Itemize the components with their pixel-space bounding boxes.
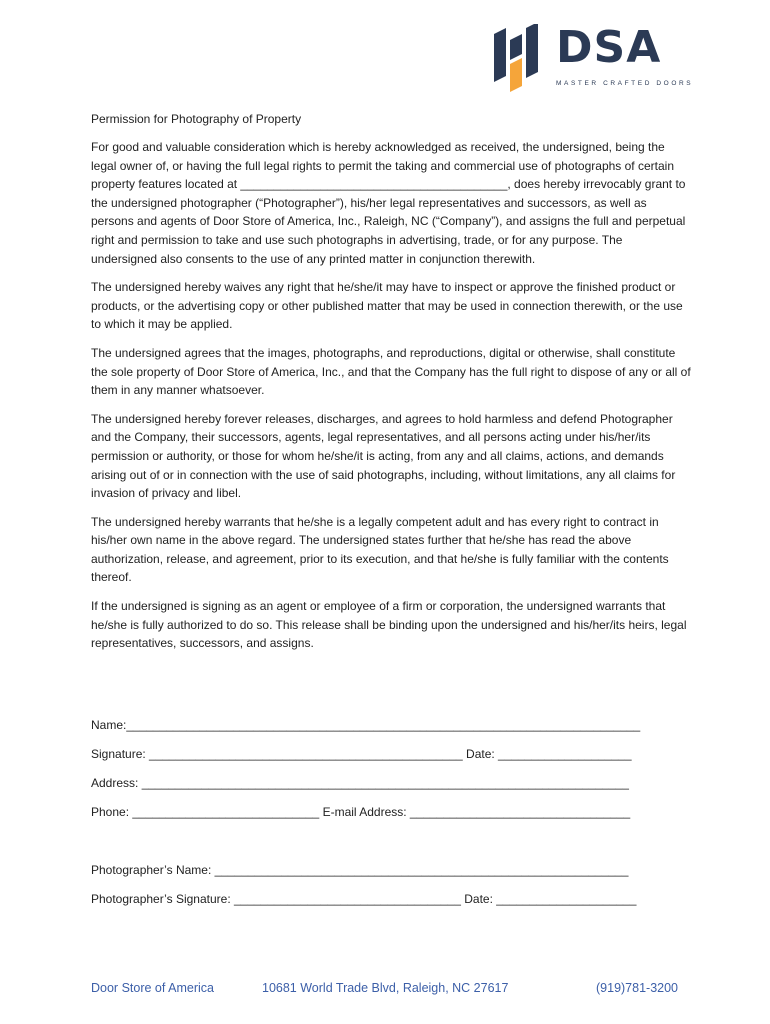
paragraph-warranty: The undersigned hereby warrants that he/she is a legally competent adult and has every right to contract in his/her own name in the above regard. The undersigned states further that he/she has read the above authorization, release, and agreement, prior to its execution, and that he/she is fully familiar with the contents thereof. xyxy=(91,514,669,585)
footer-phone: (919)781-3200 xyxy=(596,981,679,995)
door-mark-icon xyxy=(492,24,552,92)
signature-date-field[interactable]: Signature: _______________________________________________ Date: ____________________ xyxy=(91,747,632,761)
phone-email-field[interactable]: Phone: ____________________________ E-mail Address: _________________________________ xyxy=(91,805,631,819)
photographer-name-field[interactable]: Photographer’s Name: ______________________________________________________________ xyxy=(91,863,629,877)
footer-address: 10681 World Trade Blvd, Raleigh, NC 27617 xyxy=(262,981,509,995)
logo-tagline: MASTER CRAFTED DOORS xyxy=(556,80,694,87)
paragraph-agent: If the undersigned is signing as an agent or employee of a firm or corporation, the undersigned warrants that he/she is fully authorized to do so. This release shall be binding upon the undersigned and his/her/its heirs, legal representatives, successors, and assigns. xyxy=(91,599,687,651)
paragraph-ownership: The undersigned agrees that the images, photographs, and reproductions, digital or otherwise, shall constitute the sole property of Door Store of America, Inc., and that the Company has the full right to dispose of any or all of them in any manner whatsoever. xyxy=(91,345,691,398)
paragraph-release: The undersigned hereby forever releases, discharges, and agrees to hold harmless and defend Photographer and the Company, their successors, agents, legal representatives, and all persons acting under his/her/its permission or authority, or those for whom he/she/it is acting, from any and all claims, actions, and demands arising out of or in connection with the use of said photographs, including, without limitations, any all claims for invasion of privacy and libel. xyxy=(91,411,676,501)
paragraph-waiver: The undersigned hereby waives any right that he/she/it may have to inspect or approve the finished product or products, or the advertising copy or other published matter that may be used in connection therewith, or the use to which it may be applied. xyxy=(91,280,683,332)
document-title: Permission for Photography of Property xyxy=(91,112,302,126)
signature-fields xyxy=(91,716,691,919)
photographer-signature-field[interactable]: Photographer’s Signature: __________________________________ Date: _____________________ xyxy=(91,892,637,906)
footer-company: Door Store of America xyxy=(91,981,214,995)
name-field[interactable]: Name:_____________________________________________________________________________ xyxy=(91,718,641,732)
paragraph-consideration: For good and valuable consideration which is hereby acknowledged as received, the undersigned, being the legal owner of, or having the full legal rights to permit the taking and commercial use of photographs of certain property features located at ________________________________________, does hereby irrevocably grant to the undersigned photographer (“Photographer”), his/her legal representatives and successors, as well as persons and agents of Door Store of America, Inc., Raleigh, NC (“Company”), and assigns the full and perpetual right and permission to take and use such photographs in advertising, trade, or for any purpose. The undersigned also consents to the use of any printed matter in conjunction therewith. xyxy=(91,140,686,266)
logo-wordmark: DSA xyxy=(556,22,662,73)
dsa-logo xyxy=(492,24,702,92)
document-body xyxy=(91,110,691,663)
address-field[interactable]: Address: _________________________________________________________________________ xyxy=(91,776,629,790)
